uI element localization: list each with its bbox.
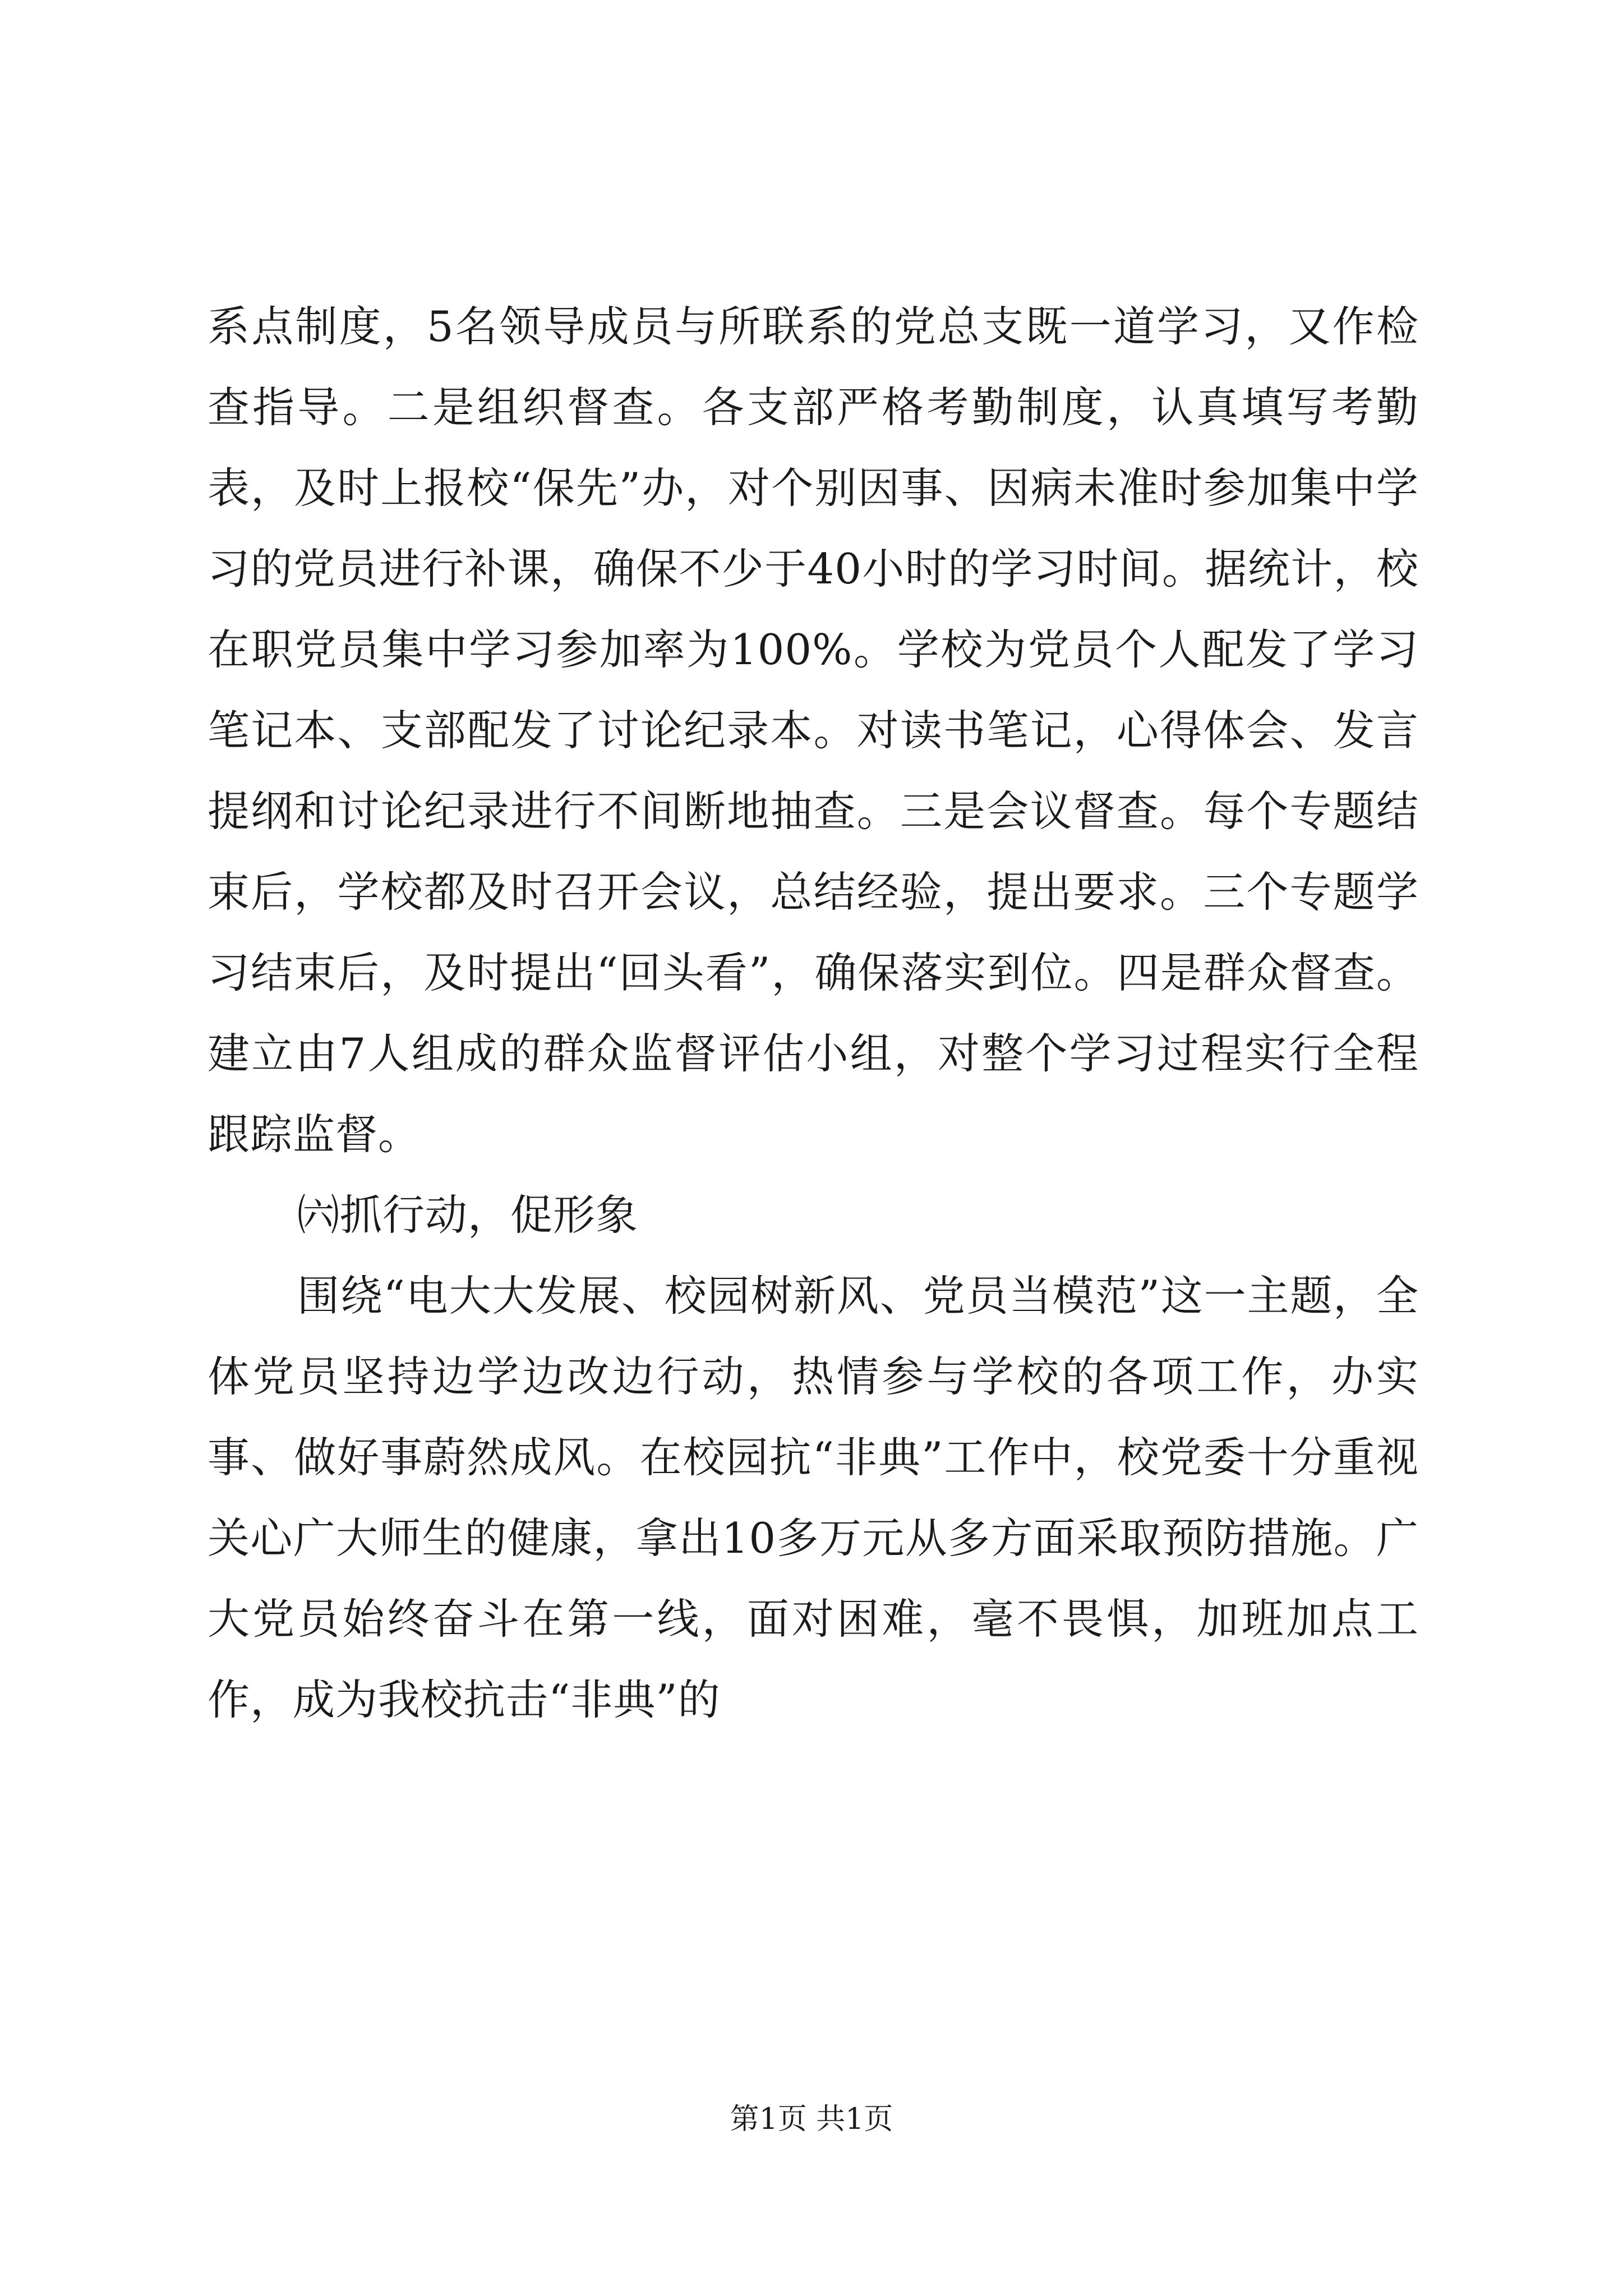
paragraph-action: 围绕“电大大发展、校园树新风、党员当模范”这一主题，全体党员坚持边学边改边行动，热情参与学校的各项工作，办实事、做好事蔚然成风。在校园抗“非典”工作中，校党委十分重视关心广大师生的健康，拿出10多万元从多方面采取预防措施。广大党员始终奋斗在第一线，面对困难，毫不畏惧，加班加点工作，成为我校抗击“非典”的 — [208, 1271, 1419, 1724]
section-heading-action: ㈥抓行动，促形象 — [297, 1190, 639, 1240]
document-body — [208, 286, 1419, 1740]
paragraph-supervision: 系点制度，5名领导成员与所联系的党总支既一道学习，又作检查指导。二是组织督查。各支部严格考勤制度，认真填写考勤表，及时上报校“保先”办，对个别因事、因病未准时参加集中学习的党员进行补课，确保不少于40小时的学习时间。据统计，校在职党员集中学习参加率为100%。学校为党员个人配发了学习笔记本、支部配发了讨论纪录本。对读书笔记，心得体会、发言提纲和讨论纪录进行不间断地抽查。三是会议督查。每个专题结束后，学校都及时召开会议，总结经验，提出要求。三个专题学习结束后，及时提出“回头看”，确保落实到位。四是群众督查。建立由7人组成的群众监督评估小组，对整个学习过程实行全程跟踪监督。 — [208, 302, 1419, 1159]
page-footer: 第1页 共1页 — [730, 2102, 893, 2136]
